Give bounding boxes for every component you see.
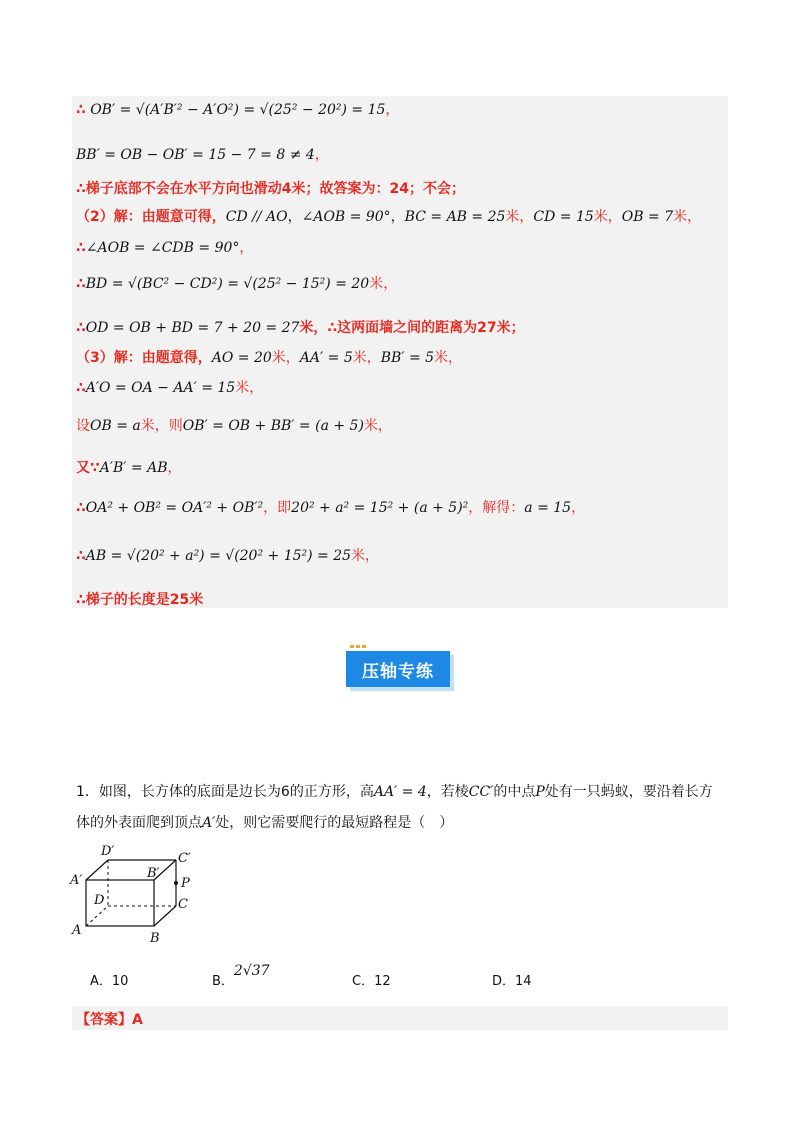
option-a[interactable]: A．10 (90, 974, 129, 989)
label-D: D (94, 893, 105, 908)
answer-bar (72, 1006, 728, 1030)
label-A: A (72, 923, 82, 938)
option-d[interactable]: D．14 (492, 974, 532, 989)
label-Ap: A′ (70, 873, 83, 888)
solution-line-2: BB′ = OB − OB′ = 15 − 7 = 8 ≠ 4， (76, 147, 329, 163)
option-c[interactable]: C．12 (352, 974, 391, 989)
point-P (174, 881, 178, 885)
option-b[interactable]: B．2√37 (212, 963, 270, 989)
solution-line-11: 又∵A′B′ = AB， (76, 460, 182, 476)
answer-label: 【答案】A (76, 1012, 143, 1028)
solution-line-6: ∴BD = √(BC² − CD²) = √(25² − 15²) = 20米， (76, 276, 398, 292)
edge-B-C (154, 906, 176, 926)
section-banner (346, 651, 450, 687)
solution-line-4: （2）解：由题意可得，CD // AO，∠AOB = 90°，BC = AB = 25米，CD = 15米，OB = 7米， (76, 209, 702, 225)
label-B: B (150, 931, 160, 946)
solution-line-10: 设OB = a米，则OB′ = OB + BB′ = (a + 5)米， (76, 418, 392, 434)
solution-line-3: ∴梯子底部不会在水平方向也滑动4米；故答案为：24；不会； (76, 181, 465, 197)
label-Dp: D′ (101, 844, 115, 859)
solution-line-9: ∴A′O = OA − AA′ = 15米， (76, 380, 264, 396)
question-line-1: 1．如图，长方体的底面是边长为6的正方形，高AA′ = 4，若棱CC′的中点P处有一只蚂蚁，要沿着长方 (76, 784, 713, 800)
label-P: P (181, 876, 190, 891)
solution-line-13: ∴AB = √(20² + a²) = √(20² + 15²) = 25米， (76, 548, 380, 564)
solution-line-7: ∴OD = OB + BD = 7 + 20 = 27米，∴这两面墙之间的距离为27米； (76, 320, 525, 336)
solution-line-12: ∴OA² + OB² = OA′² + OB′²，即20² + a² = 15² + (a + 5)²，解得：a = 15， (76, 500, 586, 516)
edge-A-D (86, 906, 108, 926)
solution-line-8: （3）解：由题意得，AO = 20米，AA′ = 5米，BB′ = 5米， (76, 350, 463, 366)
cuboid-figure (68, 838, 208, 948)
edge-Ap-Dp (86, 860, 108, 880)
label-Bp: B′ (147, 866, 160, 881)
banner-dots (350, 645, 366, 648)
solution-line-5: ∴∠AOB = ∠CDB = 90°， (76, 240, 254, 256)
label-Cp: C′ (178, 851, 191, 866)
solution-line-1: ∴ OB′ = √(A′B′² − A′O²) = √(25² − 20²) = 15， (76, 102, 400, 118)
label-C: C (178, 897, 188, 912)
solution-line-14: ∴梯子的长度是25米 (76, 592, 204, 608)
banner-label: 压轴专练 (362, 661, 434, 682)
question-line-2: 体的外表面爬到顶点A′处，则它需要爬行的最短路程是（ ） (76, 815, 454, 831)
